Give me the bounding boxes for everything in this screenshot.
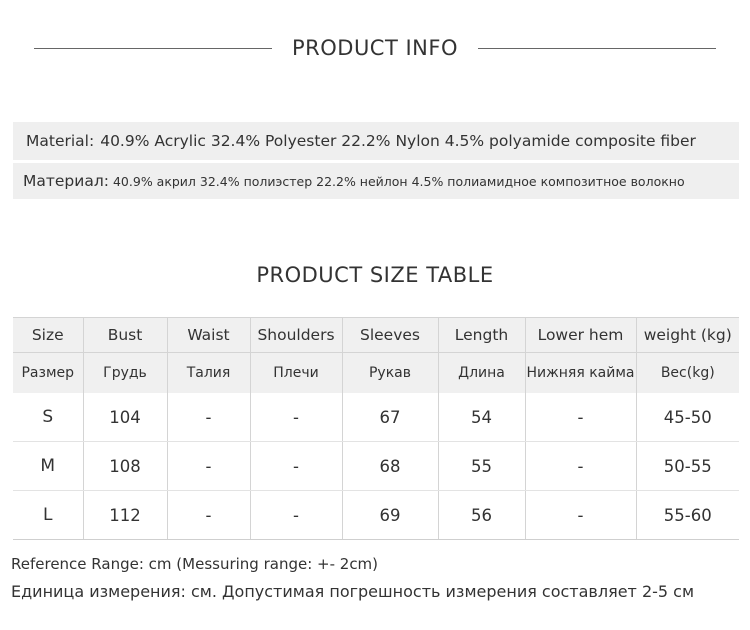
cell-sleeves: 67 — [342, 393, 438, 442]
header-shoulders: Shoulders — [250, 318, 342, 353]
material-russian — [13, 163, 739, 199]
product-info-title: PRODUCT INFO — [291, 36, 458, 60]
cell-bust: 104 — [83, 393, 167, 442]
cell-weight: 50-55 — [636, 442, 739, 491]
cell-weight: 55-60 — [636, 491, 739, 540]
material-value-ru: 40.9% акрил 32.4% полиэстер 22.2% нейлон 4.5% полиамидное композитное волокно — [112, 173, 685, 189]
reference-note-ru: Единица измерения: см. Допустимая погрешность измерения составляет 2-5 см — [11, 582, 695, 601]
cell-weight: 45-50 — [636, 393, 739, 442]
header-shoulders-ru: Плечи — [250, 353, 342, 394]
header-waist: Waist — [167, 318, 250, 353]
material-label-ru: Материал: — [23, 172, 109, 190]
cell-size: M — [13, 442, 83, 491]
cell-length: 55 — [438, 442, 525, 491]
cell-lower-hem: - — [525, 491, 636, 540]
cell-waist: - — [167, 393, 250, 442]
header-length: Length — [438, 318, 525, 353]
header-sleeves-ru: Рукав — [342, 353, 438, 394]
cell-length: 54 — [438, 393, 525, 442]
header-bust-ru: Грудь — [83, 353, 167, 394]
product-info-heading — [0, 36, 750, 60]
header-sleeves: Sleeves — [342, 318, 438, 353]
heading-divider-right — [478, 48, 716, 49]
cell-bust: 112 — [83, 491, 167, 540]
header-waist-ru: Талия — [167, 353, 250, 394]
size-table — [13, 317, 739, 540]
material-label: Material: — [26, 132, 95, 150]
header-lower-hem-ru: Нижняя кайма — [525, 353, 636, 394]
header-row-english — [13, 318, 739, 353]
cell-sleeves: 68 — [342, 442, 438, 491]
heading-divider-left — [34, 48, 272, 49]
cell-length: 56 — [438, 491, 525, 540]
cell-shoulders: - — [250, 491, 342, 540]
cell-size: L — [13, 491, 83, 540]
table-row — [13, 393, 739, 442]
cell-sleeves: 69 — [342, 491, 438, 540]
header-weight: weight (kg) — [636, 318, 739, 353]
header-size-ru: Размер — [13, 353, 83, 394]
header-lower-hem: Lower hem — [525, 318, 636, 353]
cell-shoulders: - — [250, 393, 342, 442]
cell-waist: - — [167, 442, 250, 491]
cell-lower-hem: - — [525, 442, 636, 491]
cell-shoulders: - — [250, 442, 342, 491]
cell-lower-hem: - — [525, 393, 636, 442]
header-row-russian — [13, 353, 739, 394]
header-length-ru: Длина — [438, 353, 525, 394]
reference-note: Reference Range: cm (Messuring range: +- 2cm) — [11, 555, 379, 573]
cell-waist: - — [167, 491, 250, 540]
cell-size: S — [13, 393, 83, 442]
header-weight-ru: Вес(kg) — [636, 353, 739, 394]
size-table-heading — [0, 263, 750, 287]
cell-bust: 108 — [83, 442, 167, 491]
table-row — [13, 442, 739, 491]
table-row — [13, 491, 739, 540]
material-english — [13, 122, 739, 160]
header-bust: Bust — [83, 318, 167, 353]
size-table-title: PRODUCT SIZE TABLE — [256, 263, 494, 287]
material-value: 40.9% Acrylic 32.4% Polyester 22.2% Nylon 4.5% polyamide composite fiber — [100, 132, 696, 150]
header-size: Size — [13, 318, 83, 353]
